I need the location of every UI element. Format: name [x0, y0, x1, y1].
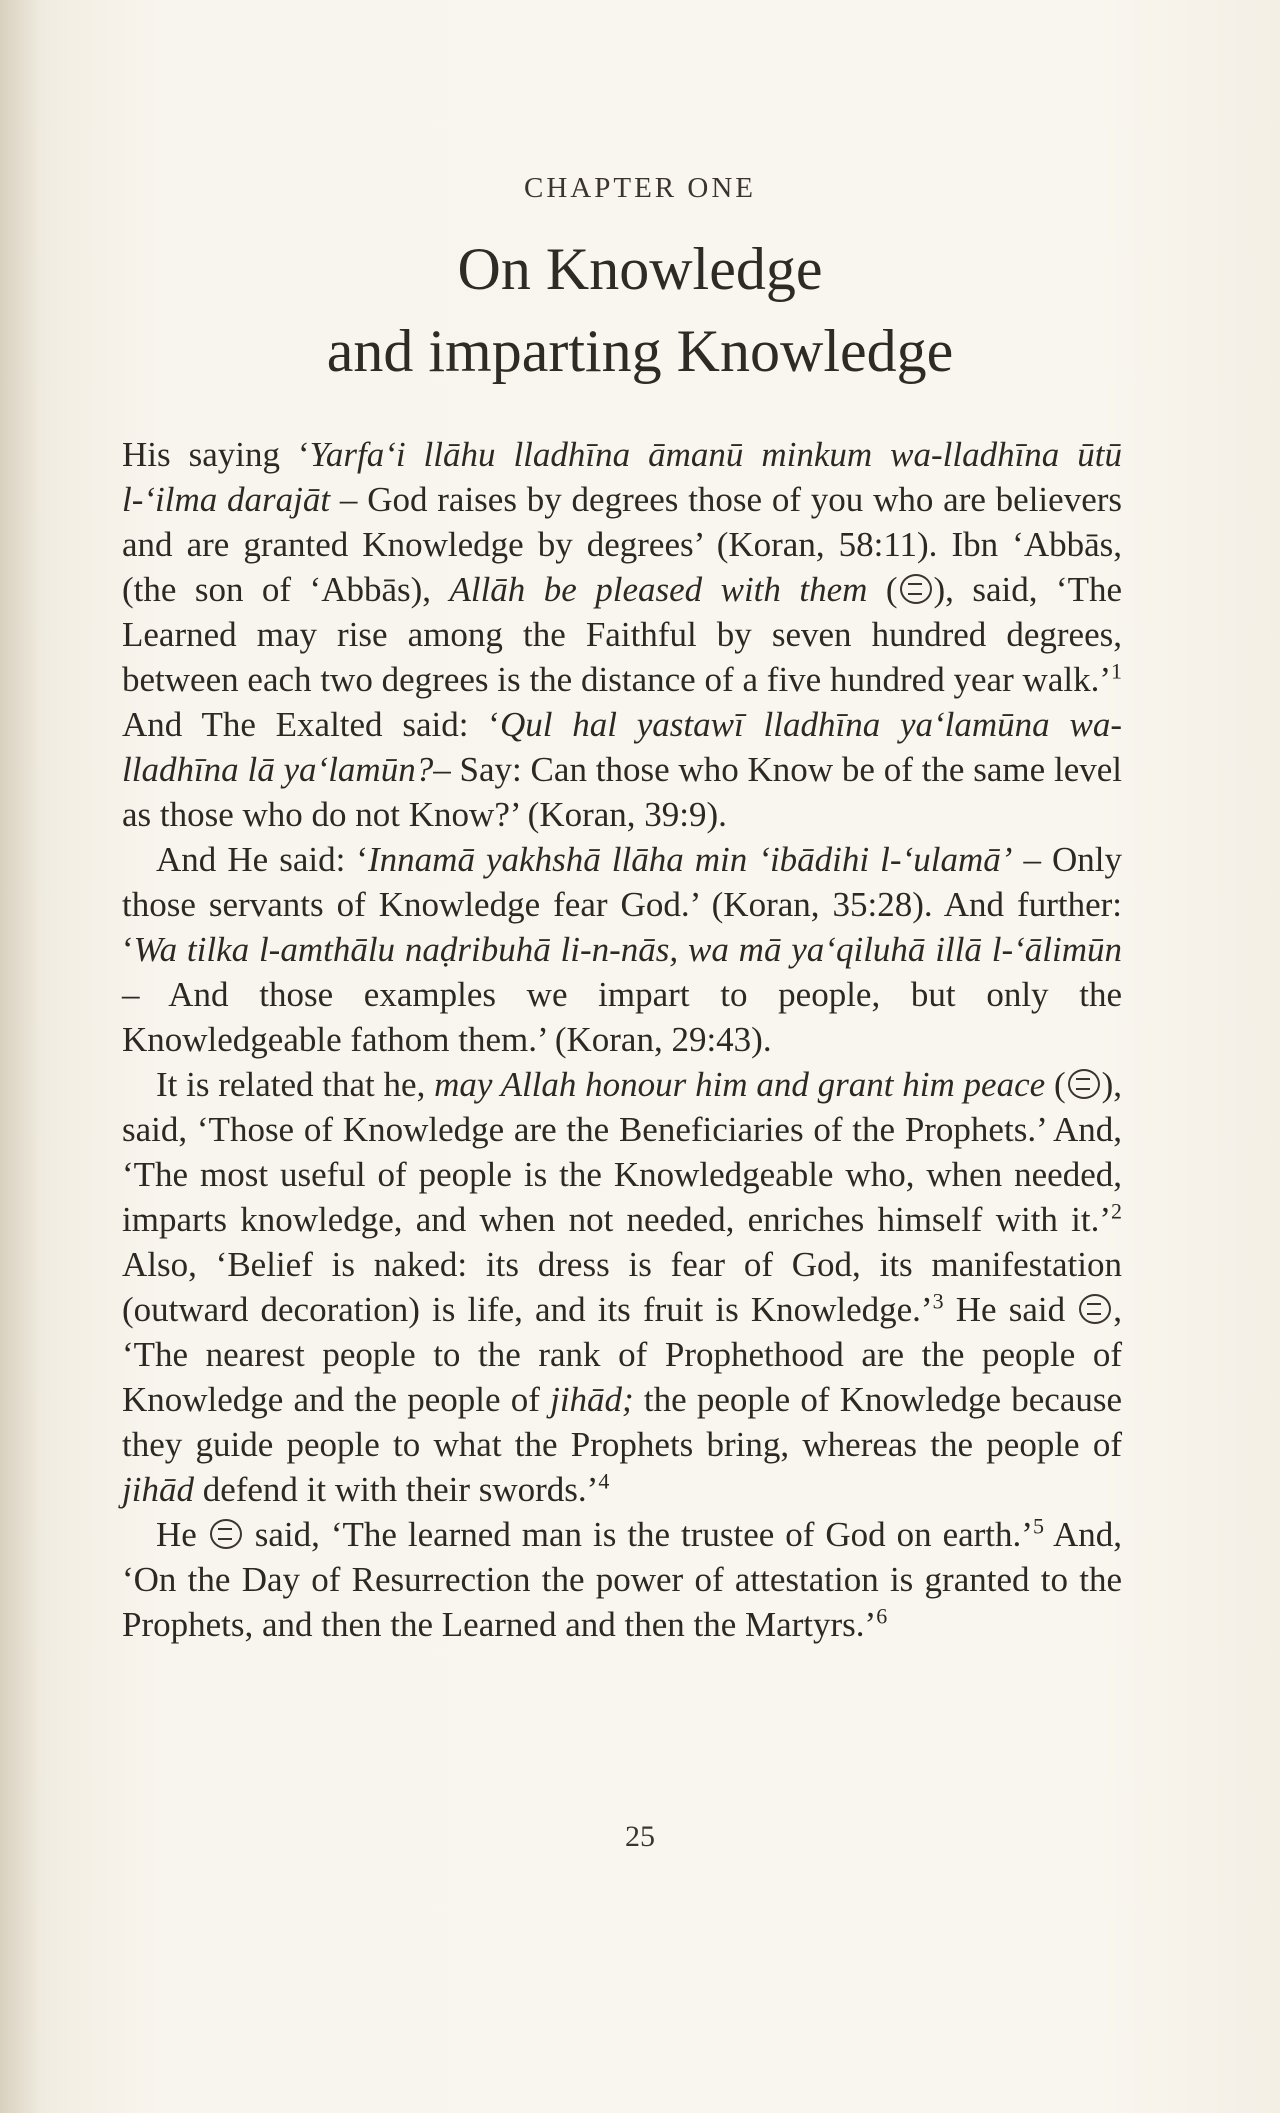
text-run: , ‘The nearest people to the rank of Prophethood are the people of Knowledge and the people of: [122, 1290, 1122, 1419]
text-run: ), said, ‘Those of Knowledge are the Beneficiaries of the Prophets.’ And, ‘The most useful of people is the Knowledgeable who, when needed, imparts knowledge, and when not needed, enriches himself with it.’: [122, 1065, 1122, 1239]
honorific-seal-icon: [900, 574, 932, 604]
transliteration: Wa tilka l-amthālu naḍribuhā li-n-nās, wa mā ya‘qiluhā illā l-‘ālimūn: [133, 930, 1122, 969]
text-run: It is related that he,: [156, 1065, 435, 1104]
text-run: And The Exalted said: ‘: [122, 705, 500, 744]
transliteration: Innamā yakhshā llāha min ‘ibādihi l-‘ulamā’: [368, 840, 1013, 879]
transliteration: Yarfa‘i llāhu lladhīna āmanū minkum wa-lladhīna ūtū l-‘ilma darajāt: [122, 435, 1122, 519]
footnote-ref-1: 1: [1111, 658, 1122, 684]
text-run: And He said: ‘: [156, 840, 369, 879]
body-text: [122, 432, 1122, 1647]
honorific: may Allah honour him and grant him peace: [434, 1065, 1046, 1104]
honorific-seal-icon: [210, 1519, 242, 1549]
text-run: the people of Knowledge because they guide people to what the Prophets bring, whereas the people of: [122, 1380, 1123, 1464]
paragraph-4: [122, 1512, 1122, 1647]
honorific-seal-icon: [1068, 1069, 1100, 1099]
chapter-label: CHAPTER ONE: [524, 172, 756, 204]
text-run: ), said, ‘The Learned may rise among the Faithful by seven hundred degrees, between each two degrees is the distance of a five hundred year walk.’: [122, 570, 1123, 699]
chapter-title: [0, 228, 1280, 392]
title-line-1: On Knowledge: [457, 236, 823, 302]
honorific-seal-icon: [1079, 1294, 1111, 1324]
text-run: He said: [943, 1290, 1078, 1329]
paragraph-1: [122, 432, 1122, 837]
paragraph-2: [122, 837, 1122, 1062]
footnote-ref-4: 4: [598, 1468, 610, 1494]
transliteration: Qul hal yastawī lladhīna ya‘lamūna wa-lladhīna lā ya‘lamūn?: [122, 705, 1122, 789]
text-run: (: [1045, 1065, 1066, 1104]
text-run: (: [867, 570, 898, 609]
text-run: He: [156, 1515, 208, 1554]
text-run: – Only those servants of Knowledge fear God.’ (Koran, 35:28). And further: ‘: [122, 840, 1122, 969]
text-run: Also, ‘Belief is naked: its dress is fear of God, its manifestation (outward decoration) is life, and its fruit is Knowledge.’: [122, 1245, 1122, 1329]
text-run: His saying ‘: [122, 435, 310, 474]
text-run: – And those examples we impart to people, but only the Knowledgeable fathom them.’ (Koran, 29:43).: [122, 975, 1122, 1059]
honorific: Allāh be pleased with them: [449, 570, 868, 609]
page-number: 25: [625, 1820, 655, 1853]
text-run: – God raises by degrees those of you who are believers and are granted Knowledge by degrees’ (Koran, 58:11). Ibn ‘Abbās, (the son of ‘Abbās),: [122, 480, 1122, 609]
text-run: And, ‘On the Day of Resurrection the power of attestation is granted to the Prophets, and then the Learned and then the Martyrs.’: [122, 1515, 1123, 1644]
footnote-ref-5: 5: [1032, 1513, 1044, 1539]
paragraph-3: [122, 1062, 1122, 1512]
text-run: said, ‘The learned man is the trustee of God on earth.’: [243, 1515, 1033, 1554]
title-line-2: and imparting Knowledge: [326, 318, 954, 384]
footnote-ref-6: 6: [876, 1603, 888, 1629]
footnote-ref-3: 3: [932, 1288, 944, 1314]
transliteration: jihād;: [550, 1380, 634, 1419]
footnote-ref-2: 2: [1111, 1198, 1122, 1224]
text-run: – Say: Can those who Know be of the same level as those who do not Know?’ (Koran, 39:9).: [122, 750, 1122, 834]
text-run: defend it with their swords.’: [193, 1470, 599, 1509]
transliteration: jihād: [122, 1470, 194, 1509]
